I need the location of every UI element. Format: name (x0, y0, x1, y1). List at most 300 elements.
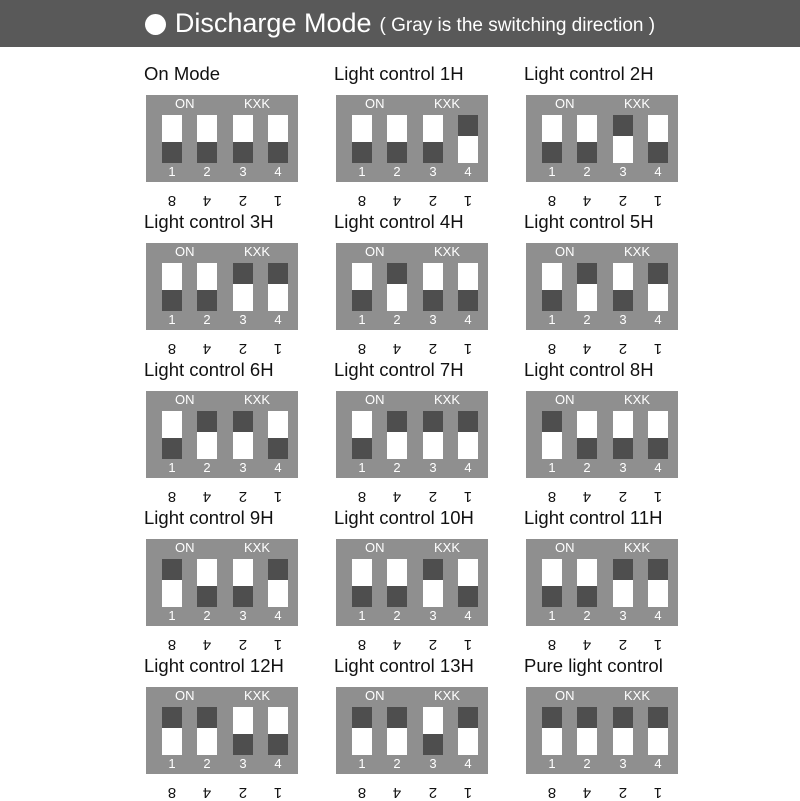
bit-value: 2 (428, 340, 438, 357)
mode-card (144, 353, 324, 505)
switch-knob (458, 290, 478, 311)
on-label: ON (175, 540, 195, 555)
brand-label: KXK (244, 540, 271, 555)
bit-value: 8 (167, 192, 177, 209)
bit-value: 4 (392, 340, 402, 357)
bit-value: 1 (653, 636, 663, 653)
switch-knob (387, 142, 407, 163)
brand-label: KXK (434, 392, 461, 407)
bit-value: 2 (618, 636, 628, 653)
switch-number: 1 (168, 164, 176, 179)
switch-knob (197, 411, 217, 432)
dip-switch-3 (423, 559, 443, 607)
brand-label: KXK (244, 688, 271, 703)
bit-value: 1 (463, 636, 473, 653)
on-label: ON (555, 96, 575, 111)
switch-number: 4 (464, 756, 472, 771)
bit-value: 2 (618, 192, 628, 209)
switch-knob (423, 142, 443, 163)
dip-switch-panel (336, 391, 488, 478)
switch-number: 1 (358, 312, 366, 327)
bit-value: 8 (357, 192, 367, 209)
switch-knob (197, 707, 217, 728)
bit-value: 1 (463, 784, 473, 801)
brand-label: KXK (244, 96, 271, 111)
mode-label: Light control 9H (144, 507, 274, 528)
switch-number: 2 (583, 164, 591, 179)
bit-value: 2 (428, 636, 438, 653)
dip-switch-2 (577, 707, 597, 755)
bit-value: 8 (357, 636, 367, 653)
switch-knob (423, 411, 443, 432)
switch-number: 3 (429, 460, 437, 475)
dip-switch-1 (352, 115, 372, 163)
switch-number: 2 (203, 756, 211, 771)
switch-knob (268, 263, 288, 284)
switch-knob (352, 438, 372, 459)
on-label: ON (365, 392, 385, 407)
switch-number: 4 (274, 460, 282, 475)
dip-switch-3 (233, 411, 253, 459)
on-label: ON (555, 392, 575, 407)
bit-value: 4 (392, 784, 402, 801)
bit-value: 2 (238, 192, 248, 209)
mode-card (144, 649, 324, 801)
on-label: ON (555, 244, 575, 259)
switch-knob (577, 586, 597, 607)
bit-value: 1 (273, 340, 283, 357)
dip-switch-3 (613, 115, 633, 163)
switch-number: 4 (654, 608, 662, 623)
switch-knob (162, 707, 182, 728)
switch-number: 4 (274, 312, 282, 327)
dip-switch-4 (268, 559, 288, 607)
switch-knob (648, 707, 668, 728)
mode-card (524, 501, 704, 653)
mode-label: Light control 12H (144, 655, 284, 676)
bit-value: 2 (428, 784, 438, 801)
switch-knob (423, 559, 443, 580)
switch-number: 4 (274, 164, 282, 179)
bit-value: 8 (547, 488, 557, 505)
switch-number: 1 (548, 312, 556, 327)
switch-knob (268, 734, 288, 755)
dip-switch-1 (162, 559, 182, 607)
bit-value: 1 (653, 340, 663, 357)
switch-number: 2 (583, 460, 591, 475)
switch-number: 3 (239, 312, 247, 327)
on-label: ON (555, 540, 575, 555)
dip-switch-4 (648, 263, 668, 311)
bit-value: 4 (392, 488, 402, 505)
bit-value: 1 (273, 192, 283, 209)
switch-number: 3 (239, 460, 247, 475)
mode-card (334, 57, 514, 209)
switch-number: 1 (358, 756, 366, 771)
switch-number: 1 (548, 756, 556, 771)
dip-switch-3 (423, 411, 443, 459)
bit-value: 8 (167, 784, 177, 801)
brand-label: KXK (434, 540, 461, 555)
dip-switch-2 (197, 707, 217, 755)
mode-label: Light control 13H (334, 655, 474, 676)
switch-knob (352, 586, 372, 607)
switch-knob (162, 142, 182, 163)
dip-switch-4 (648, 411, 668, 459)
bit-value: 1 (273, 488, 283, 505)
switch-knob (268, 142, 288, 163)
bit-value: 1 (273, 636, 283, 653)
switch-number: 2 (583, 608, 591, 623)
dip-switch-2 (387, 263, 407, 311)
bit-value: 2 (238, 488, 248, 505)
dip-switch-2 (577, 411, 597, 459)
switch-knob (613, 115, 633, 136)
switch-number: 3 (619, 756, 627, 771)
switch-number: 1 (358, 608, 366, 623)
switch-knob (387, 586, 407, 607)
dip-switch-1 (352, 263, 372, 311)
switch-number: 3 (429, 756, 437, 771)
dip-switch-3 (233, 707, 253, 755)
header-bar (0, 0, 800, 47)
switch-knob (162, 290, 182, 311)
dip-switch-2 (387, 559, 407, 607)
switch-knob (233, 411, 253, 432)
dip-switch-2 (387, 115, 407, 163)
bit-value: 2 (618, 488, 628, 505)
switch-knob (648, 438, 668, 459)
switch-knob (458, 411, 478, 432)
dip-switch-1 (542, 707, 562, 755)
switch-knob (577, 263, 597, 284)
switch-knob (577, 707, 597, 728)
dip-switch-3 (613, 707, 633, 755)
mode-card (524, 649, 704, 801)
switch-knob (387, 263, 407, 284)
switch-number: 2 (393, 164, 401, 179)
bit-value: 1 (463, 192, 473, 209)
dip-switch-1 (352, 559, 372, 607)
mode-label: Light control 7H (334, 359, 464, 380)
bit-value: 2 (238, 340, 248, 357)
mode-card (524, 353, 704, 505)
dip-switch-panel (146, 687, 298, 774)
page-title: Discharge Mode (174, 8, 372, 38)
dip-switch-4 (458, 411, 478, 459)
dip-switch-1 (162, 411, 182, 459)
mode-card (524, 205, 704, 357)
brand-label: KXK (434, 688, 461, 703)
bit-value: 1 (273, 784, 283, 801)
switch-knob (458, 707, 478, 728)
dip-switch-panel (146, 391, 298, 478)
dip-switch-3 (233, 115, 253, 163)
dip-switch-1 (542, 411, 562, 459)
on-label: ON (175, 392, 195, 407)
switch-number: 3 (619, 460, 627, 475)
dip-switch-panel (146, 539, 298, 626)
switch-knob (162, 438, 182, 459)
switch-number: 1 (168, 756, 176, 771)
dip-switch-4 (458, 263, 478, 311)
on-label: ON (365, 96, 385, 111)
switch-knob (387, 707, 407, 728)
dip-switch-4 (268, 263, 288, 311)
switch-knob (162, 559, 182, 580)
dip-switch-panel (526, 243, 678, 330)
switch-knob (423, 290, 443, 311)
switch-knob (268, 559, 288, 580)
bit-value: 4 (582, 784, 592, 801)
switch-knob (542, 290, 562, 311)
bit-value: 1 (653, 488, 663, 505)
on-label: ON (365, 540, 385, 555)
switch-number: 2 (393, 460, 401, 475)
mode-label: Light control 1H (334, 63, 464, 84)
bit-value: 4 (202, 340, 212, 357)
bit-value: 2 (428, 192, 438, 209)
dip-switch-1 (542, 559, 562, 607)
bit-value: 8 (547, 784, 557, 801)
bit-value: 8 (547, 192, 557, 209)
switch-number: 4 (654, 460, 662, 475)
brand-label: KXK (244, 244, 271, 259)
switch-knob (197, 586, 217, 607)
switch-knob (268, 438, 288, 459)
bit-value: 2 (238, 636, 248, 653)
switch-number: 1 (168, 460, 176, 475)
switch-number: 4 (654, 164, 662, 179)
bit-value: 2 (618, 340, 628, 357)
dip-switch-2 (577, 263, 597, 311)
bit-value: 4 (202, 488, 212, 505)
dip-switch-panel (336, 539, 488, 626)
dip-switch-2 (577, 559, 597, 607)
dip-switch-4 (458, 115, 478, 163)
mode-label: Light control 10H (334, 507, 474, 528)
on-label: ON (175, 244, 195, 259)
dip-switch-1 (352, 411, 372, 459)
bit-value: 8 (357, 340, 367, 357)
dip-switch-panel (336, 95, 488, 182)
bit-value: 2 (238, 784, 248, 801)
dip-switch-1 (352, 707, 372, 755)
bit-value: 4 (582, 636, 592, 653)
brand-label: KXK (624, 96, 651, 111)
bit-value: 1 (463, 488, 473, 505)
switch-knob (613, 707, 633, 728)
dip-switch-3 (233, 559, 253, 607)
switch-number: 2 (203, 608, 211, 623)
bit-value: 4 (202, 784, 212, 801)
brand-label: KXK (434, 244, 461, 259)
dip-switch-3 (423, 115, 443, 163)
switch-number: 2 (203, 312, 211, 327)
bit-value: 8 (167, 340, 177, 357)
switch-number: 4 (464, 608, 472, 623)
switch-knob (648, 142, 668, 163)
bit-value: 8 (167, 636, 177, 653)
mode-card (144, 205, 324, 357)
switch-number: 2 (203, 164, 211, 179)
switch-number: 3 (429, 608, 437, 623)
switch-knob (423, 734, 443, 755)
dip-switch-4 (648, 559, 668, 607)
switch-knob (542, 586, 562, 607)
switch-number: 1 (548, 164, 556, 179)
bit-value: 4 (202, 636, 212, 653)
switch-number: 3 (239, 756, 247, 771)
switch-number: 3 (429, 164, 437, 179)
switch-number: 3 (429, 312, 437, 327)
dip-switch-1 (162, 115, 182, 163)
mode-card (334, 205, 514, 357)
bit-value: 4 (582, 340, 592, 357)
switch-knob (613, 290, 633, 311)
on-label: ON (555, 688, 575, 703)
switch-knob (233, 263, 253, 284)
dip-switch-1 (542, 263, 562, 311)
dip-switch-4 (648, 115, 668, 163)
switch-number: 2 (393, 312, 401, 327)
bit-value: 2 (428, 488, 438, 505)
bit-value: 4 (392, 636, 402, 653)
dip-switch-2 (197, 263, 217, 311)
bit-value: 8 (167, 488, 177, 505)
mode-label: Light control 2H (524, 63, 654, 84)
dip-switch-panel (526, 391, 678, 478)
bit-value: 4 (202, 192, 212, 209)
switch-number: 4 (464, 460, 472, 475)
mode-card (524, 57, 704, 209)
bit-value: 4 (582, 192, 592, 209)
switch-knob (458, 115, 478, 136)
dip-switch-2 (197, 411, 217, 459)
dip-switch-2 (197, 559, 217, 607)
brand-label: KXK (624, 688, 651, 703)
dip-switch-panel (336, 243, 488, 330)
bit-value: 1 (463, 340, 473, 357)
dip-switch-4 (268, 707, 288, 755)
mode-label: Pure light control (524, 655, 663, 676)
switch-number: 4 (464, 164, 472, 179)
switch-number: 1 (358, 460, 366, 475)
on-label: ON (365, 688, 385, 703)
dip-switch-panel (526, 687, 678, 774)
dip-switch-3 (423, 707, 443, 755)
mode-label: Light control 5H (524, 211, 654, 232)
dip-switch-2 (197, 115, 217, 163)
switch-number: 3 (619, 164, 627, 179)
bullet-icon (145, 14, 166, 35)
bit-value: 1 (653, 784, 663, 801)
dip-switch-3 (613, 263, 633, 311)
switch-knob (542, 142, 562, 163)
switch-number: 2 (203, 460, 211, 475)
dip-switch-2 (387, 707, 407, 755)
switch-number: 2 (393, 756, 401, 771)
brand-label: KXK (244, 392, 271, 407)
switch-knob (233, 734, 253, 755)
brand-label: KXK (624, 392, 651, 407)
dip-switch-panel (146, 95, 298, 182)
switch-number: 4 (274, 608, 282, 623)
switch-knob (352, 707, 372, 728)
mode-card (334, 353, 514, 505)
switch-knob (387, 411, 407, 432)
switch-knob (577, 438, 597, 459)
dip-switch-2 (577, 115, 597, 163)
mode-label: Light control 8H (524, 359, 654, 380)
switch-knob (352, 142, 372, 163)
switch-knob (577, 142, 597, 163)
dip-switch-1 (162, 263, 182, 311)
switch-number: 4 (274, 756, 282, 771)
switch-knob (542, 707, 562, 728)
switch-number: 4 (464, 312, 472, 327)
bit-value: 8 (547, 340, 557, 357)
switch-knob (648, 559, 668, 580)
bit-value: 4 (582, 488, 592, 505)
switch-number: 4 (654, 756, 662, 771)
switch-number: 4 (654, 312, 662, 327)
mode-label: On Mode (144, 63, 221, 84)
mode-card (144, 57, 324, 209)
on-label: ON (175, 688, 195, 703)
dip-switch-panel (526, 539, 678, 626)
switch-number: 3 (239, 164, 247, 179)
switch-number: 1 (168, 312, 176, 327)
brand-label: KXK (434, 96, 461, 111)
mode-label: Light control 11H (524, 507, 663, 528)
switch-number: 3 (239, 608, 247, 623)
brand-label: KXK (624, 244, 651, 259)
switch-knob (613, 438, 633, 459)
bit-value: 8 (357, 784, 367, 801)
page-subtitle: ( Gray is the switching direction ) (379, 14, 656, 36)
dip-switch-1 (542, 115, 562, 163)
dip-switch-3 (233, 263, 253, 311)
bit-value: 8 (547, 636, 557, 653)
dip-switch-3 (613, 411, 633, 459)
dip-switch-4 (268, 411, 288, 459)
mode-label: Light control 4H (334, 211, 464, 232)
switch-knob (613, 559, 633, 580)
switch-number: 2 (393, 608, 401, 623)
bit-value: 1 (653, 192, 663, 209)
dip-switch-3 (423, 263, 443, 311)
mode-card (144, 501, 324, 653)
bit-value: 4 (392, 192, 402, 209)
switch-number: 1 (548, 460, 556, 475)
brand-label: KXK (624, 540, 651, 555)
bit-value: 2 (618, 784, 628, 801)
dip-switch-4 (648, 707, 668, 755)
switch-knob (233, 586, 253, 607)
switch-knob (542, 411, 562, 432)
switch-number: 2 (583, 312, 591, 327)
switch-number: 1 (358, 164, 366, 179)
bit-value: 8 (357, 488, 367, 505)
mode-grid (0, 47, 800, 800)
mode-card (334, 649, 514, 801)
switch-number: 1 (548, 608, 556, 623)
switch-knob (233, 142, 253, 163)
on-label: ON (175, 96, 195, 111)
mode-label: Light control 6H (144, 359, 274, 380)
switch-number: 3 (619, 312, 627, 327)
